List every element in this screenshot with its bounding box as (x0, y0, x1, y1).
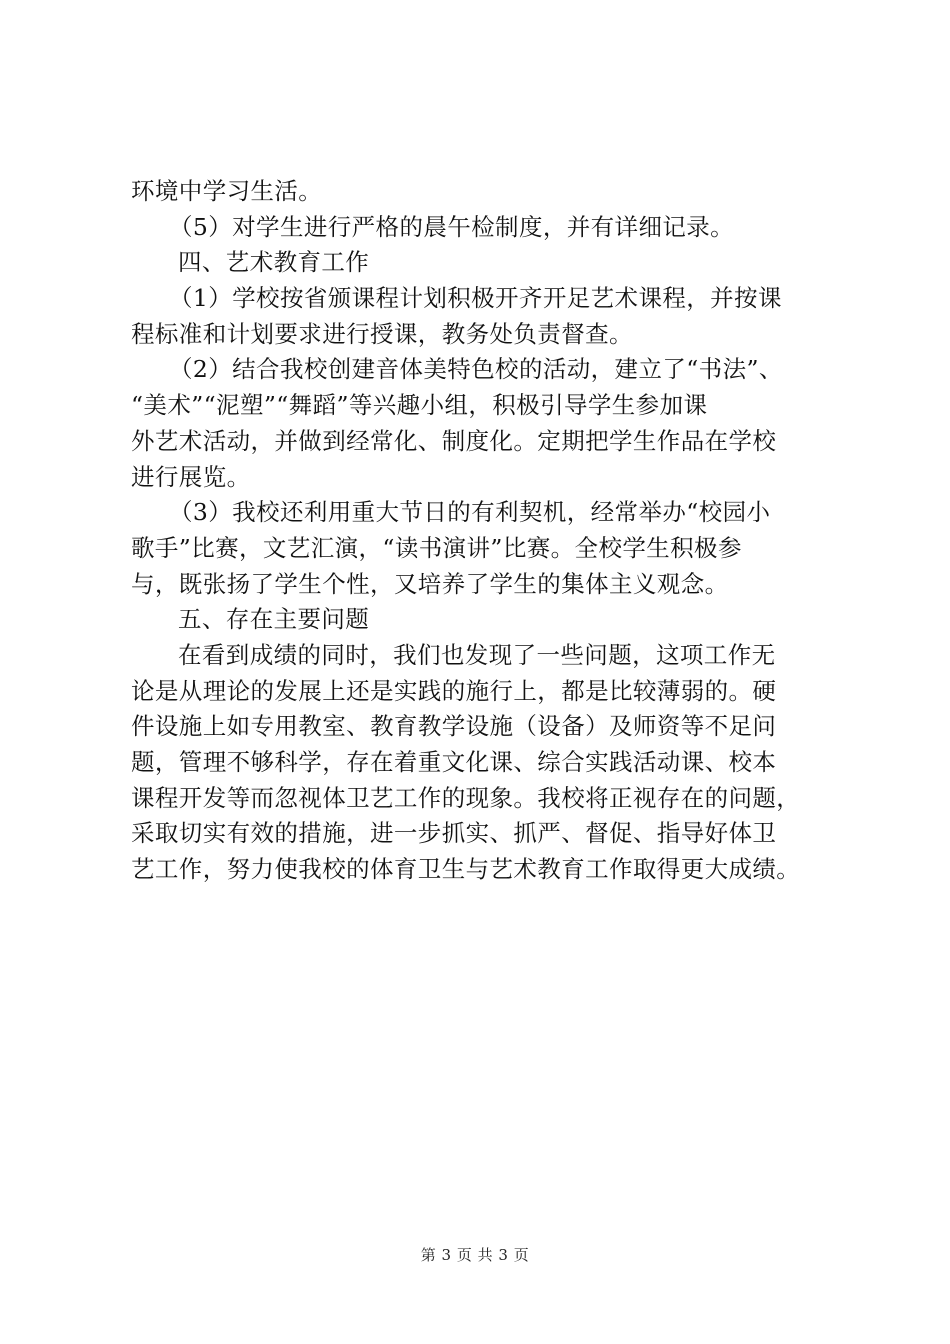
paragraph-line: 歌手”比赛，文艺汇演，“读书演讲”比赛。全校学生积极参 (131, 533, 742, 562)
paragraph-line: 题，管理不够科学，存在着重文化课、综合实践活动课、校本 (131, 748, 777, 776)
section-heading: 四、艺术教育工作 (178, 248, 370, 277)
paragraph-line: （1）学校按省颁课程计划积极开齐开足艺术课程，并按课 (169, 284, 782, 313)
paragraph-line: （3）我校还利用重大节日的有利契机，经常举办“校园小 (169, 498, 771, 527)
section-heading: 五、存在主要问题 (178, 605, 370, 634)
paragraph-line: 论是从理论的发展上还是实践的施行上，都是比较薄弱的。硬 (131, 676, 777, 705)
paragraph-line: “美术”“泥塑”“舞蹈”等兴趣小组，积极引导学生参加课 (131, 391, 708, 420)
paragraph-line: 艺工作，努力使我校的体育卫生与艺术教育工作取得更大成绩。 (131, 855, 801, 884)
paragraph-line: 件设施上如专用教室、教育教学设施（设备）及师资等不足问 (131, 712, 777, 741)
paragraph-line: 进行展览。 (131, 462, 251, 491)
paragraph-line: （5）对学生进行严格的晨午检制度，并有详细记录。 (169, 212, 735, 241)
paragraph-line: （2）结合我校创建音体美特色校的活动，建立了“书法”、 (169, 355, 783, 384)
document-body (131, 174, 831, 888)
paragraph-line: 在看到成绩的同时，我们也发现了一些问题，这项工作无 (178, 640, 776, 669)
paragraph-line: 采取切实有效的措施，进一步抓实、抓严、督促、指导好体卫 (131, 819, 777, 848)
page-footer: 第 3 页 共 3 页 (420, 1246, 530, 1264)
paragraph-line: 程标准和计划要求进行授课，教务处负责督查。 (131, 319, 633, 348)
paragraph-line: 与，既张扬了学生个性，又培养了学生的集体主义观念。 (131, 569, 729, 598)
paragraph-line: 环境中学习生活。 (131, 177, 323, 205)
paragraph-line: 课程开发等而忽视体卫艺工作的现象。我校将正视存在的问题， (131, 783, 801, 812)
paragraph-line: 外艺术活动，并做到经常化、制度化。定期把学生作品在学校 (131, 426, 777, 455)
